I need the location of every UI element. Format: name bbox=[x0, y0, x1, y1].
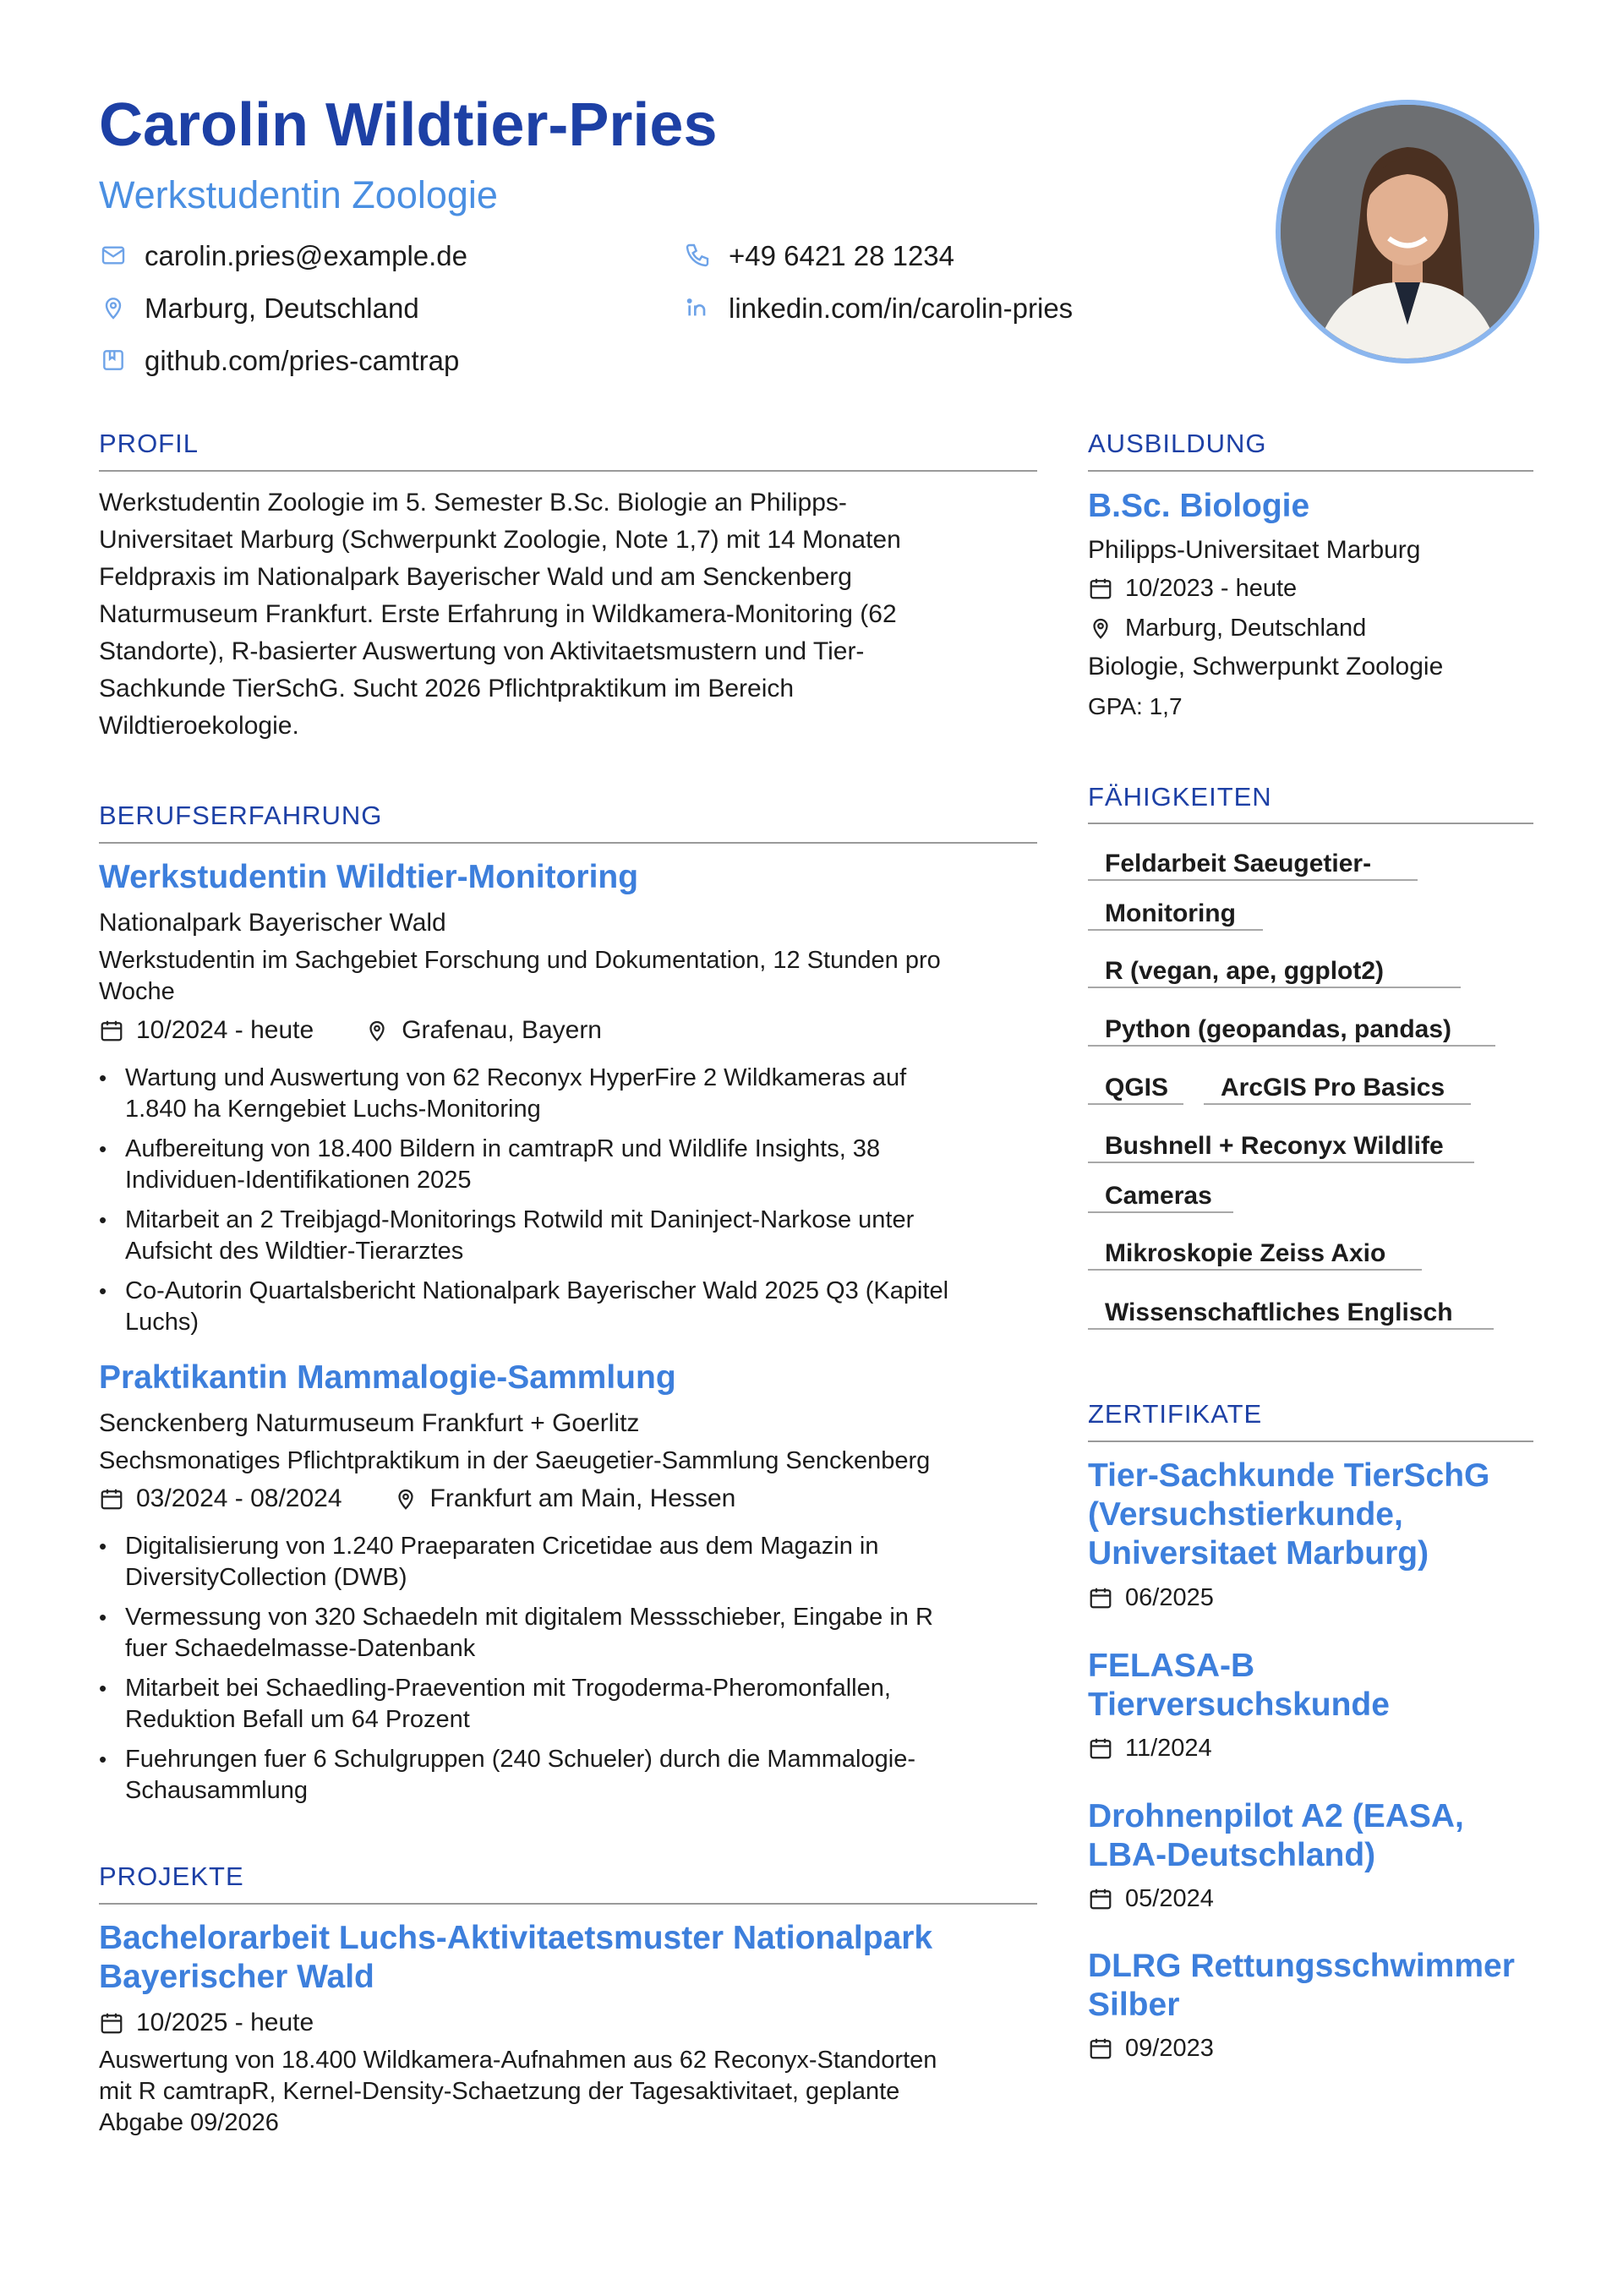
job-meta bbox=[99, 1486, 735, 1512]
profile-photo bbox=[1276, 100, 1539, 364]
profile-line: Wildtieroekologie. bbox=[99, 712, 299, 740]
github-icon bbox=[99, 346, 128, 374]
skill-chip: Feldarbeit Saeugetier- bbox=[1088, 847, 1418, 881]
linkedin-icon bbox=[683, 293, 712, 322]
job-place: Grafenau, Bayern bbox=[402, 1016, 602, 1044]
calendar-icon bbox=[1088, 1886, 1113, 1911]
list-item: • Digitalisierung von 1.240 Praeparaten Cricetidae aus dem Magazin in DiversityCollection (DWB) bbox=[99, 1531, 1037, 1594]
contact-linkedin-text: linkedin.com/in/carolin-pries bbox=[729, 292, 1074, 324]
job-date: 03/2024 - 08/2024 bbox=[136, 1484, 342, 1512]
candidate-role: Werkstudentin Zoologie bbox=[99, 173, 498, 216]
job-place: Frankfurt am Main, Hessen bbox=[429, 1484, 736, 1512]
list-item: • Aufbereitung von 18.400 Bildern in camtrapR und Wildlife Insights, 38 Individuen-Identifikationen 2025 bbox=[99, 1134, 1037, 1196]
profile-text bbox=[99, 484, 1037, 745]
certificate-title bbox=[1088, 1947, 1515, 2025]
job-bullets bbox=[99, 1063, 1037, 1347]
location-icon bbox=[99, 293, 128, 322]
certificate-date: 06/2025 bbox=[1125, 1583, 1214, 1611]
candidate-name: Carolin Wildtier-Pries bbox=[99, 91, 718, 159]
education-date: 10/2023 - heute bbox=[1125, 574, 1298, 602]
phone-icon bbox=[683, 241, 712, 270]
certificate-title-line: Drohnenpilot A2 (EASA, bbox=[1088, 1798, 1464, 1834]
location-icon bbox=[364, 1018, 390, 1043]
education-place-row bbox=[1088, 615, 1366, 641]
contact-email-text: carolin.pries@example.de bbox=[145, 239, 468, 271]
contact-phone-text: +49 6421 28 1234 bbox=[729, 239, 955, 271]
job-title: Praktikantin Mammalogie-Sammlung bbox=[99, 1359, 676, 1396]
education-divider bbox=[1088, 470, 1533, 472]
skill-chip: Cameras bbox=[1088, 1179, 1233, 1213]
projects-divider bbox=[99, 1903, 1037, 1905]
project-meta bbox=[99, 2010, 314, 2036]
certificate-title bbox=[1088, 1647, 1390, 1725]
certificate-title bbox=[1088, 1457, 1489, 1573]
portrait-image bbox=[1281, 105, 1534, 358]
skill-chip: Python (geopandas, pandas) bbox=[1088, 1013, 1495, 1047]
list-item: • Mitarbeit an 2 Treibjagd-Monitorings Rotwild mit Daninject-Narkose unter Aufsicht des Wildtier-Tierarztes bbox=[99, 1205, 1037, 1267]
project-date: 10/2025 - heute bbox=[136, 2009, 314, 2036]
profile-line: Standorte), R-basierter Auswertung von Aktivitaetsmustern und Tier- bbox=[99, 637, 865, 665]
job-title: Werkstudentin Wildtier-Monitoring bbox=[99, 859, 639, 895]
list-item: • Vermessung von 320 Schaedeln mit digitalem Messschieber, Eingabe in R fuer Schaedelmasse-Datenbank bbox=[99, 1602, 1037, 1665]
education-degree: B.Sc. Biologie bbox=[1088, 488, 1310, 524]
certificate-title-line: DLRG Rettungsschwimmer bbox=[1088, 1948, 1515, 1984]
calendar-icon bbox=[1088, 1736, 1113, 1761]
skill-chip: R (vegan, ape, ggplot2) bbox=[1088, 954, 1461, 988]
project-description-line: mit R camtrapR, Kernel-Density-Schaetzung der Tagesaktivitaet, geplante bbox=[99, 2078, 900, 2105]
contact-email[interactable] bbox=[99, 241, 467, 270]
certificate-date-row bbox=[1088, 1736, 1212, 1761]
job-description-line: Woche bbox=[99, 978, 175, 1005]
job-organization: Nationalpark Bayerischer Wald bbox=[99, 909, 446, 937]
certificate-title-line: FELASA-B bbox=[1088, 1648, 1255, 1684]
profile-divider bbox=[99, 470, 1037, 472]
education-gpa: GPA: 1,7 bbox=[1088, 693, 1183, 719]
list-item: • Co-Autorin Quartalsbericht Nationalpark Bayerischer Wald 2025 Q3 (Kapitel Luchs) bbox=[99, 1276, 1037, 1338]
certificate-title-line: Tier-Sachkunde TierSchG bbox=[1088, 1457, 1490, 1494]
skill-chip: ArcGIS Pro Basics bbox=[1204, 1071, 1471, 1105]
location-icon bbox=[393, 1486, 418, 1512]
profile-line: Universitaet Marburg (Schwerpunkt Zoologie, Note 1,7) mit 14 Monaten bbox=[99, 526, 901, 554]
skill-chip: Bushnell + Reconyx Wildlife bbox=[1088, 1129, 1474, 1163]
project-description-line: Auswertung von 18.400 Wildkamera-Aufnahmen aus 62 Reconyx-Standorten bbox=[99, 2047, 937, 2074]
contact-location-text: Marburg, Deutschland bbox=[145, 292, 419, 324]
education-school: Philipps-Universitaet Marburg bbox=[1088, 536, 1421, 564]
certificate-title bbox=[1088, 1797, 1464, 1875]
contact-location bbox=[99, 293, 419, 322]
calendar-icon bbox=[99, 1486, 124, 1512]
education-date-row bbox=[1088, 576, 1297, 601]
certificate-date-row bbox=[1088, 1886, 1214, 1911]
calendar-icon bbox=[99, 1018, 124, 1043]
job-bullets bbox=[99, 1531, 1037, 1815]
experience-divider bbox=[99, 842, 1037, 844]
experience-section-title: BERUFSERFAHRUNG bbox=[99, 801, 383, 830]
contact-github-text: github.com/pries-camtrap bbox=[145, 344, 460, 376]
project-description bbox=[99, 2045, 1037, 2139]
certificate-date: 05/2024 bbox=[1125, 1884, 1214, 1912]
profile-line: Feldpraxis im Nationalpark Bayerischer Wald und am Senckenberg bbox=[99, 563, 852, 591]
skills-divider bbox=[1088, 823, 1533, 824]
job-meta bbox=[99, 1018, 602, 1043]
certificate-date: 11/2024 bbox=[1125, 1734, 1212, 1762]
project-title-line: Bachelorarbeit Luchs-Aktivitaetsmuster Nationalpark bbox=[99, 1920, 933, 1956]
job-description bbox=[99, 1446, 1037, 1477]
certificate-date: 09/2023 bbox=[1125, 2034, 1214, 2062]
skills-section-title: FÄHIGKEITEN bbox=[1088, 782, 1272, 812]
list-item: • Fuehrungen fuer 6 Schulgruppen (240 Schueler) durch die Mammalogie- Schausammlung bbox=[99, 1744, 1037, 1807]
certificate-date-row bbox=[1088, 1585, 1214, 1610]
list-item: • Mitarbeit bei Schaedling-Praevention mit Trogoderma-Pheromonfallen, Reduktion Befall um 64 Prozent bbox=[99, 1673, 1037, 1736]
skill-chip: Mikroskopie Zeiss Axio bbox=[1088, 1237, 1422, 1271]
calendar-icon bbox=[99, 2010, 124, 2036]
job-organization: Senckenberg Naturmuseum Frankfurt + Goerlitz bbox=[99, 1409, 640, 1437]
calendar-icon bbox=[1088, 2036, 1113, 2061]
certificates-divider bbox=[1088, 1440, 1533, 1442]
certificate-title-line: Silber bbox=[1088, 1987, 1180, 2023]
contact-linkedin[interactable] bbox=[683, 293, 1073, 322]
job-description-line: Sechsmonatiges Pflichtpraktikum in der Saeugetier-Sammlung Senckenberg bbox=[99, 1447, 931, 1474]
project-description-line: Abgabe 09/2026 bbox=[99, 2109, 279, 2136]
contact-github[interactable] bbox=[99, 346, 459, 374]
project-title bbox=[99, 1919, 932, 1997]
certificate-title-line: LBA-Deutschland) bbox=[1088, 1837, 1376, 1873]
certificate-title-line: (Versuchstierkunde, bbox=[1088, 1496, 1403, 1533]
projects-section-title: PROJEKTE bbox=[99, 1861, 244, 1891]
education-focus: Biologie, Schwerpunkt Zoologie bbox=[1088, 653, 1444, 681]
list-item: • Wartung und Auswertung von 62 Reconyx HyperFire 2 Wildkameras auf 1.840 ha Kerngebiet Luchs-Monitoring bbox=[99, 1063, 1037, 1125]
job-description-line: Werkstudentin im Sachgebiet Forschung und Dokumentation, 12 Stunden pro bbox=[99, 947, 941, 974]
profile-line: Sachkunde TierSchG. Sucht 2026 Pflichtpraktikum im Bereich bbox=[99, 675, 795, 702]
profile-section-title: PROFIL bbox=[99, 429, 199, 458]
calendar-icon bbox=[1088, 576, 1113, 601]
education-place: Marburg, Deutschland bbox=[1125, 614, 1367, 642]
certificate-title-line: Universitaet Marburg) bbox=[1088, 1535, 1429, 1572]
profile-line: Werkstudentin Zoologie im 5. Semester B.Sc. Biologie an Philipps- bbox=[99, 489, 847, 517]
job-description bbox=[99, 945, 1037, 1008]
calendar-icon bbox=[1088, 1585, 1113, 1610]
skill-chip: QGIS bbox=[1088, 1071, 1183, 1105]
skill-chip: Wissenschaftliches Englisch bbox=[1088, 1296, 1494, 1330]
certificates-section-title: ZERTIFIKATE bbox=[1088, 1399, 1263, 1429]
profile-line: Naturmuseum Frankfurt. Erste Erfahrung in Wildkamera-Monitoring (62 bbox=[99, 600, 897, 628]
certificate-date-row bbox=[1088, 2036, 1214, 2061]
job-date: 10/2024 - heute bbox=[136, 1016, 314, 1044]
contact-phone[interactable] bbox=[683, 241, 954, 270]
certificate-title-line: Tierversuchskunde bbox=[1088, 1686, 1390, 1723]
location-icon bbox=[1088, 615, 1113, 641]
education-section-title: AUSBILDUNG bbox=[1088, 429, 1267, 458]
project-title-line: Bayerischer Wald bbox=[99, 1959, 374, 1995]
mail-icon bbox=[99, 241, 128, 270]
skill-chip: Monitoring bbox=[1088, 897, 1263, 931]
